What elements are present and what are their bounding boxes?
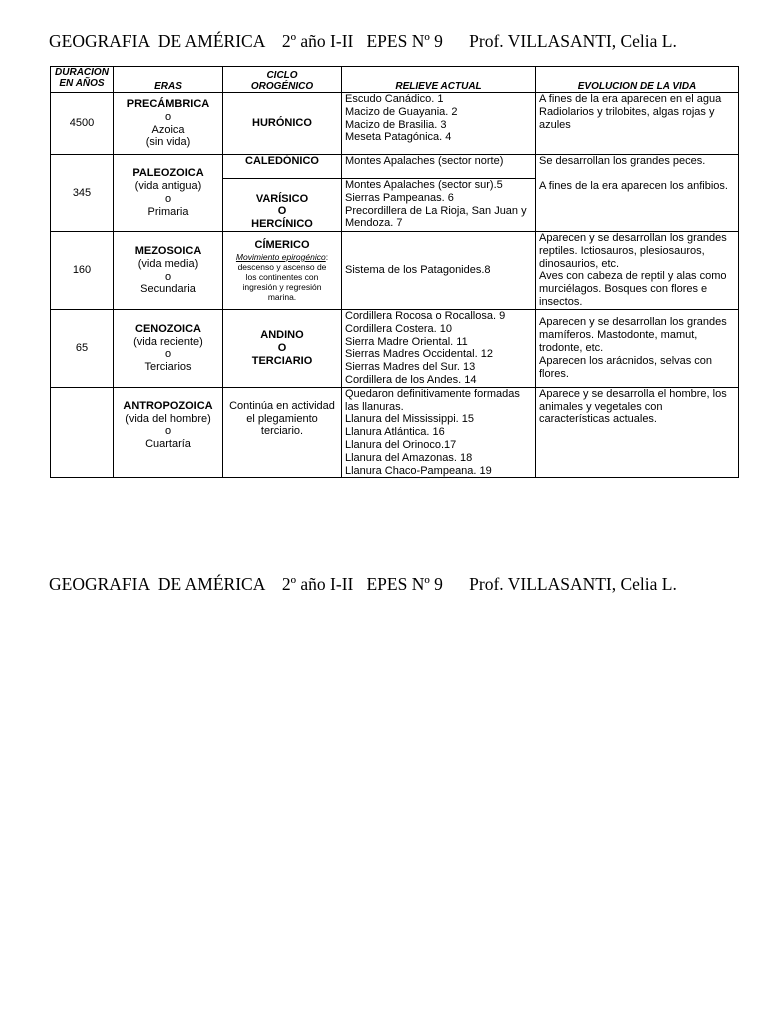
duracion-cell: [51, 387, 114, 478]
era-cell: MEZOSOICA (vida media) o Secundaria: [114, 232, 223, 310]
page-header-bottom: GEOGRAFIA DE AMÉRICA 2º año I-II EPES Nº 9 Prof. VILLASANTI, Celia L.: [49, 574, 677, 594]
col-header-evolucion: EVOLUCION DE LA VIDA: [536, 67, 739, 93]
evolucion-cell: Aparecen y se desarrollan los grandes mamíferos. Mastodonte, mamut, trodonte, etc. Aparecen los arácnidos, selvas con flores.: [536, 310, 739, 388]
era-cell: PRECÁMBRICA o Azoica (sin vida): [114, 93, 223, 155]
col-header-ciclo: CICLO OROGÉNICO: [223, 67, 342, 93]
col-header-relieve: RELIEVE ACTUAL: [342, 67, 536, 93]
table-row: [51, 310, 739, 388]
col-header-duracion: DURACION EN AÑOS: [51, 67, 114, 93]
table-row: [51, 155, 739, 179]
duracion-cell: 345: [51, 155, 114, 232]
relieve-cell: Sistema de los Patagonides.8: [342, 232, 536, 310]
evolucion-cell: A fines de la era aparecen en el agua Radiolarios y trilobites, algas rojas y azules: [536, 93, 739, 155]
relieve-cell: Quedaron definitivamente formadas las llanuras. Llanura del Mississippi. 15 Llanura Atlántica. 16 Llanura del Orinoco.17 Llanura del Amazonas. 18 Llanura Chaco-Pampeana. 19: [342, 387, 536, 478]
evolucion-cell: Aparecen y se desarrollan los grandes reptiles. Ictiosauros, plesiosauros, dinosaurios, etc. Aves con cabeza de reptil y alas como murciélagos. Bosques con flores e insectos.: [536, 232, 739, 310]
relieve-cell: Cordillera Rocosa o Rocallosa. 9 Cordillera Costera. 10 Sierra Madre Oriental. 11 Sierras Madres Occidental. 12 Sierras Madres del Sur. 13 Cordillera de los Andes. 14: [342, 310, 536, 388]
evolucion-cell: Se desarrollan los grandes peces. A fines de la era aparecen los anfibios.: [536, 155, 739, 232]
era-cell: CENOZOICA (vida reciente) o Terciarios: [114, 310, 223, 388]
era-cell: PALEOZOICA (vida antigua) o Primaria: [114, 155, 223, 232]
geology-eras-table: [50, 66, 739, 478]
ciclo-cell: VARÍSICO O HERCÍNICO: [223, 179, 342, 232]
relieve-cell: Montes Apalaches (sector norte): [342, 155, 536, 179]
col-header-eras: ERAS: [114, 67, 223, 93]
relieve-cell: Montes Apalaches (sector sur).5 Sierras Pampeanas. 6 Precordillera de La Rioja, San Juan y Mendoza. 7: [342, 179, 536, 232]
ciclo-cell: HURÓNICO: [223, 93, 342, 155]
table-row: [51, 232, 739, 310]
table-row: [51, 387, 739, 478]
table-header-row: [51, 67, 739, 93]
ciclo-cell: CÍMERICO Movimiento epirogénico: descenso y ascenso de los continentes con ingresión y regresión marina.: [223, 232, 342, 310]
ciclo-cell: ANDINO O TERCIARIO: [223, 310, 342, 388]
duracion-cell: 160: [51, 232, 114, 310]
era-cell: ANTROPOZOICA (vida del hombre) o Cuartaría: [114, 387, 223, 478]
table-row: [51, 93, 739, 155]
duracion-cell: 65: [51, 310, 114, 388]
duracion-cell: 4500: [51, 93, 114, 155]
evolucion-cell: Aparece y se desarrolla el hombre, los animales y vegetales con características actuales.: [536, 387, 739, 478]
relieve-cell: Escudo Canádico. 1 Macizo de Guayania. 2 Macizo de Brasilia. 3 Meseta Patagónica. 4: [342, 93, 536, 155]
ciclo-cell: Continúa en actividad el plegamiento terciario.: [223, 387, 342, 478]
page-header-top: GEOGRAFIA DE AMÉRICA 2º año I-II EPES Nº 9 Prof. VILLASANTI, Celia L.: [49, 31, 677, 51]
ciclo-cell: CALEDÓNICO: [223, 155, 342, 179]
